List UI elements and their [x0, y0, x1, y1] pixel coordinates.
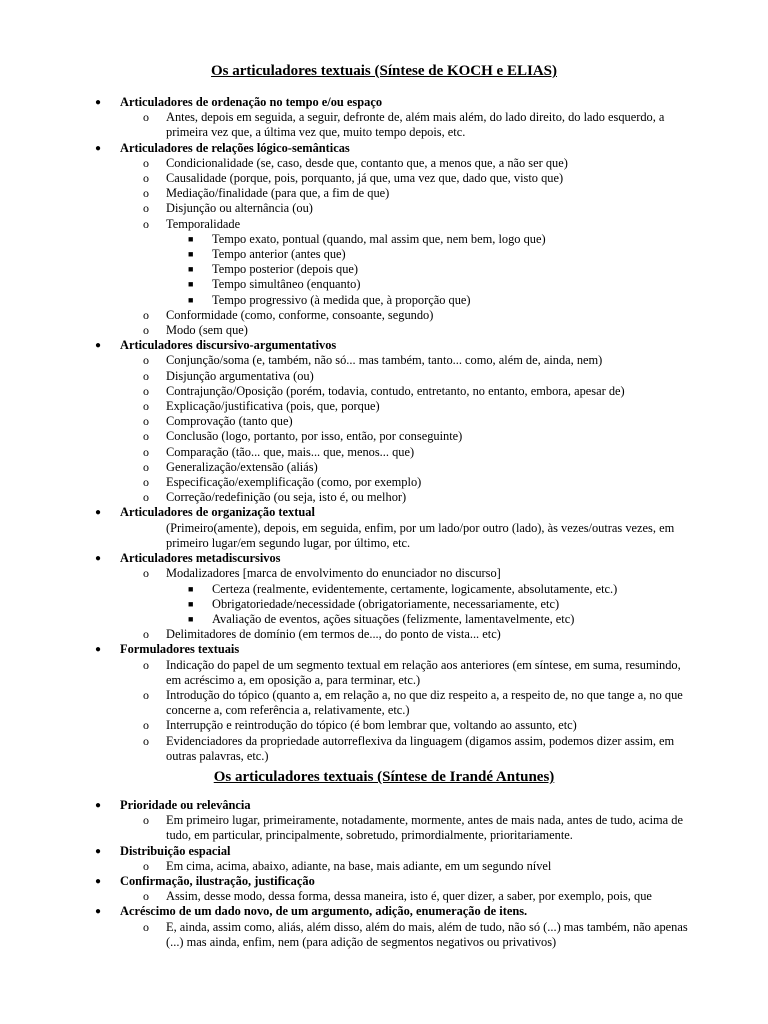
list-item — [0, 904, 768, 919]
section-koch-elias — [0, 95, 768, 764]
bullet-icon: ● — [95, 845, 102, 857]
item-text: Correção/redefinição (ou seja, isto é, ou melhor) — [166, 490, 407, 505]
item-text: Contrajunção/Oposição (porém, todavia, contudo, entretanto, no entanto, embora, apesar de) — [166, 383, 625, 398]
circle-bullet-icon: o — [143, 687, 149, 702]
square-bullet-icon: ■ — [188, 583, 194, 594]
item-text: Conjunção/soma (e, também, não só... mas também, tanto... como, além de, ainda, nem) — [166, 353, 603, 368]
item-text: Modo (sem que) — [166, 323, 248, 338]
item-text: Avaliação de eventos, ações situações (felizmente, lamentavelmente, etc) — [212, 611, 575, 626]
bullet-icon: ● — [95, 800, 102, 811]
item-text: Conformidade (como, conforme, consoante, segundo) — [166, 307, 434, 322]
list-item — [0, 217, 768, 232]
heading-metadiscursivos: Articuladores metadiscursivos — [120, 551, 281, 566]
list-item — [0, 293, 768, 308]
circle-bullet-icon: o — [143, 216, 149, 231]
item-text: Introdução do tópico (quanto a, em relação a, no que diz respeito a, a respeito de, no que tange a, no que concerne a, com referência a, relativamente, etc.) — [166, 687, 683, 718]
circle-bullet-icon: o — [143, 383, 149, 398]
circle-bullet-icon: o — [143, 627, 149, 642]
item-text: Interrupção e reintrodução do tópico (é bom lembrar que, voltando ao assunto, etc) — [166, 718, 577, 733]
title-irande-antunes: Os articuladores textuais (Síntese de Irandé Antunes) — [213, 769, 555, 785]
square-bullet-icon: ■ — [188, 249, 194, 260]
list-item — [0, 445, 768, 460]
list-item — [0, 399, 768, 414]
bullet-icon: ● — [95, 906, 102, 918]
item-text: Comparação (tão... que, mais... que, menos... que) — [166, 444, 415, 459]
list-item — [0, 551, 768, 566]
list-item — [0, 859, 768, 874]
circle-bullet-icon: o — [143, 307, 149, 322]
square-bullet-icon: ■ — [188, 294, 194, 305]
list-item — [0, 505, 768, 520]
list-item — [0, 156, 768, 171]
bullet-icon: ● — [95, 97, 102, 108]
list-item — [0, 813, 768, 843]
list-item — [0, 323, 768, 338]
circle-bullet-icon: o — [143, 201, 149, 216]
circle-bullet-icon: o — [143, 429, 149, 444]
list-item — [0, 844, 768, 859]
list-item — [0, 582, 768, 597]
item-text: Condicionalidade (se, caso, desde que, contanto que, a menos que, a não ser que) — [166, 155, 568, 170]
item-text: Em primeiro lugar, primeiramente, notadamente, mormente, antes de mais nada, antes de tudo, acima de tudo, em particular, principalmente, sobretudo, primordialmente, prioritariamente. — [166, 813, 683, 843]
list-item — [0, 201, 768, 216]
list-item — [0, 566, 768, 581]
list-item — [0, 642, 768, 657]
circle-bullet-icon: o — [143, 186, 149, 201]
list-item — [0, 490, 768, 505]
square-bullet-icon: ■ — [188, 598, 194, 609]
heading-logico-semanticas: Articuladores de relações lógico-semânticas — [120, 140, 350, 155]
circle-bullet-icon: o — [143, 657, 149, 672]
list-item — [0, 798, 768, 813]
circle-bullet-icon: o — [143, 399, 149, 414]
heading-ordenacao: Articuladores de ordenação no tempo e/ou espaço — [120, 95, 383, 109]
bullet-icon: ● — [95, 340, 102, 352]
circle-bullet-icon: o — [143, 414, 149, 429]
item-text: Tempo anterior (antes que) — [212, 247, 346, 262]
list-item — [0, 353, 768, 368]
heading-distribuicao-espacial: Distribuição espacial — [120, 843, 231, 858]
item-text: Generalização/extensão (aliás) — [166, 459, 318, 474]
circle-bullet-icon: o — [143, 858, 149, 873]
list-item — [0, 688, 768, 718]
list-item — [0, 889, 768, 904]
heading-discursivo-argumentativos: Articuladores discursivo-argumentativos — [120, 338, 337, 353]
title-koch-elias: Os articuladores textuais (Síntese de KOCH e ELIAS) — [211, 63, 557, 79]
item-text: Comprovação (tanto que) — [166, 414, 293, 429]
circle-bullet-icon: o — [143, 733, 149, 748]
item-text: Explicação/justificativa (pois, que, porque) — [166, 399, 380, 414]
circle-bullet-icon: o — [143, 110, 149, 125]
item-text: Tempo posterior (depois que) — [212, 262, 359, 277]
bullet-icon: ● — [95, 142, 102, 154]
heading-organizacao-textual: Articuladores de organização textual — [120, 505, 315, 520]
paragraph: (Primeiro(amente), depois, em seguida, enfim, por um lado/por outro (lado), às vezes/outras vezes, em primeiro lugar/em segundo lugar, por último, etc. — [166, 520, 675, 550]
item-text: Em cima, acima, abaixo, adiante, na base, mais adiante, em um segundo nível — [166, 858, 552, 873]
list-item — [0, 384, 768, 399]
list-item — [0, 247, 768, 262]
list-item — [0, 627, 768, 642]
item-text: Tempo simultâneo (enquanto) — [212, 277, 361, 292]
item-text: Antes, depois em seguida, a seguir, defronte de, além mais além, do lado direito, do lado esquerdo, a primeira vez que, a última vez que, muito tempo depois, etc. — [166, 110, 665, 140]
bullet-icon: ● — [95, 553, 102, 565]
list-item — [0, 460, 768, 475]
list-item — [0, 186, 768, 201]
list-item — [0, 597, 768, 612]
list-item — [0, 110, 768, 140]
item-text: Temporalidade — [166, 216, 241, 231]
circle-bullet-icon: o — [143, 459, 149, 474]
circle-bullet-icon: o — [143, 171, 149, 186]
item-text: Tempo exato, pontual (quando, mal assim que, nem bem, logo que) — [212, 231, 546, 246]
circle-bullet-icon: o — [143, 353, 149, 368]
list-item — [0, 171, 768, 186]
circle-bullet-icon: o — [143, 813, 149, 828]
circle-bullet-icon: o — [143, 718, 149, 733]
list-item — [0, 920, 768, 950]
item-text: E, ainda, assim como, aliás, além disso, além do mais, além de tudo, não só (...) mas também, não apenas (...) mas ainda, enfim, nem (para adição de segmentos negativos ou privativos) — [166, 919, 688, 949]
item-text: Conclusão (logo, portanto, por isso, então, por conseguinte) — [166, 429, 463, 444]
item-text: Causalidade (porque, pois, porquanto, já que, uma vez que, dado que, visto que) — [166, 171, 564, 186]
list-item — [0, 369, 768, 384]
square-bullet-icon: ■ — [188, 279, 194, 290]
item-text: Indicação do papel de um segmento textual em relação aos anteriores (em síntese, em suma, resumindo, em acréscimo a, em oposição a, para terminar, etc.) — [166, 657, 681, 687]
list-item — [0, 414, 768, 429]
list-item — [0, 262, 768, 277]
heading-acrescimo: Acréscimo de um dado novo, de um argumento, adição, enumeração de itens. — [120, 904, 528, 919]
item-text: Assim, desse modo, dessa forma, dessa maneira, isto é, quer dizer, a saber, por exemplo, pois, que — [166, 889, 652, 904]
item-text: Certeza (realmente, evidentemente, certamente, logicamente, absolutamente, etc.) — [212, 581, 618, 596]
list-item — [0, 277, 768, 292]
item-text: Disjunção argumentativa (ou) — [166, 368, 314, 383]
list-item — [0, 718, 768, 733]
item-text: Especificação/exemplificação (como, por exemplo) — [166, 475, 422, 490]
circle-bullet-icon: o — [143, 889, 149, 904]
circle-bullet-icon: o — [143, 475, 149, 490]
list-item — [0, 141, 768, 156]
list-item — [0, 232, 768, 247]
heading-confirmacao: Confirmação, ilustração, justificação — [120, 874, 315, 889]
list-item — [0, 612, 768, 627]
list-item — [0, 308, 768, 323]
heading-formuladores-textuais: Formuladores textuais — [120, 642, 240, 657]
item-text: Mediação/finalidade (para que, a fim de que) — [166, 186, 390, 201]
bullet-icon: ● — [95, 876, 102, 888]
square-bullet-icon: ■ — [188, 233, 194, 244]
square-bullet-icon: ■ — [188, 613, 194, 624]
item-text: Disjunção ou alternância (ou) — [166, 201, 313, 216]
list-item — [0, 658, 768, 688]
item-text: Delimitadores de domínio (em termos de..., do ponto de vista... etc) — [166, 627, 501, 642]
circle-bullet-icon: o — [143, 323, 149, 338]
list-item — [0, 734, 768, 764]
heading-prioridade: Prioridade ou relevância — [120, 798, 251, 812]
list-item — [0, 475, 768, 490]
item-text: Modalizadores [marca de envolvimento do enunciador no discurso] — [166, 566, 501, 581]
bullet-icon: ● — [95, 507, 102, 519]
circle-bullet-icon: o — [143, 368, 149, 383]
circle-bullet-icon: o — [143, 490, 149, 505]
bullet-icon: ● — [95, 644, 102, 656]
list-item — [0, 429, 768, 444]
item-text: Obrigatoriedade/necessidade (obrigatoriamente, necessariamente, etc) — [212, 596, 560, 611]
list-item — [0, 95, 768, 110]
list-item — [0, 338, 768, 353]
item-text: Tempo progressivo (à medida que, à proporção que) — [212, 292, 471, 307]
list-item — [0, 874, 768, 889]
section-irande-antunes — [0, 798, 768, 950]
item-text: Evidenciadores da propriedade autorreflexiva da linguagem (digamos assim, podemos dizer assim, em outras palavras, etc.) — [166, 733, 675, 763]
square-bullet-icon: ■ — [188, 264, 194, 275]
circle-bullet-icon: o — [143, 444, 149, 459]
circle-bullet-icon: o — [143, 155, 149, 170]
circle-bullet-icon: o — [143, 566, 149, 581]
circle-bullet-icon: o — [143, 919, 149, 934]
